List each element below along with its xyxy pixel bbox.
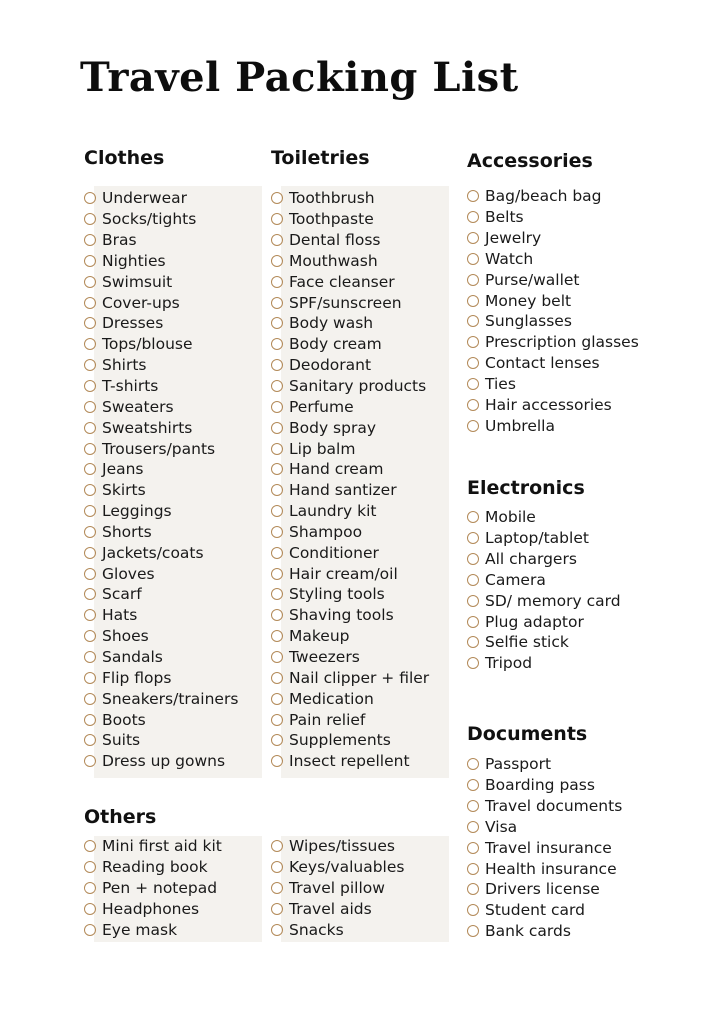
documents-heading: Documents [467, 723, 588, 745]
checklist-item-label: Sandals [102, 647, 163, 666]
checkbox-circle-icon[interactable] [467, 295, 479, 307]
checklist-item[interactable] [271, 313, 429, 334]
checklist-item-label: Shoes [102, 627, 149, 646]
checklist-item-label: Hand cream [289, 460, 384, 479]
checklist-item[interactable] [271, 647, 429, 668]
checklist-item[interactable] [467, 775, 622, 796]
checklist-item[interactable] [271, 605, 429, 626]
checkbox-circle-icon[interactable] [84, 840, 96, 852]
checkbox-circle-icon[interactable] [84, 297, 96, 309]
checklist-item-label: Tops/blouse [102, 335, 193, 354]
checklist-item-label: Drivers license [485, 880, 600, 899]
others-right-list [271, 836, 404, 940]
checkbox-circle-icon[interactable] [271, 192, 283, 204]
checklist-item[interactable] [467, 611, 621, 632]
checklist-item[interactable] [271, 396, 429, 417]
checkbox-circle-icon[interactable] [467, 190, 479, 202]
checklist-item-label: Hand santizer [289, 481, 397, 500]
checklist-item-label: Laptop/tablet [485, 529, 589, 548]
checklist-item-label: Watch [485, 249, 534, 268]
checkbox-circle-icon[interactable] [84, 588, 96, 600]
checkbox-circle-icon[interactable] [271, 234, 283, 246]
checkbox-circle-icon[interactable] [467, 863, 479, 875]
checklist-item[interactable] [84, 313, 238, 334]
checklist-item[interactable] [467, 570, 621, 591]
checklist-item-label: Mobile [485, 508, 536, 527]
checklist-item[interactable] [84, 605, 238, 626]
checklist-item[interactable] [84, 667, 238, 688]
checkbox-circle-icon[interactable] [271, 484, 283, 496]
checklist-item[interactable] [271, 584, 429, 605]
accessories-list [467, 186, 639, 436]
checkbox-circle-icon[interactable] [271, 755, 283, 767]
others-heading: Others [84, 806, 157, 828]
checklist-item-label: Underwear [102, 189, 188, 208]
checklist-item-label: Body wash [289, 314, 374, 333]
checklist-item-label: Bank cards [485, 922, 571, 941]
checklist-item-label: Belts [485, 208, 524, 227]
checklist-item[interactable] [271, 542, 429, 563]
checklist-item[interactable] [467, 549, 621, 570]
clothes-heading: Clothes [84, 147, 165, 169]
checklist-item-label: Eye mask [102, 920, 178, 939]
checkbox-circle-icon[interactable] [271, 463, 283, 475]
checklist-item-label: Shaving tools [289, 606, 394, 625]
checklist-item-label: Boarding pass [485, 776, 595, 795]
checklist-item[interactable] [271, 501, 429, 522]
checklist-item-label: Leggings [102, 502, 172, 521]
checklist-item-label: Body spray [289, 418, 377, 437]
checklist-item-label: Prescription glasses [485, 333, 639, 352]
checklist-item[interactable] [467, 415, 639, 436]
checkbox-circle-icon[interactable] [271, 882, 283, 894]
checkbox-circle-icon[interactable] [84, 338, 96, 350]
checklist-item-label: Sunglasses [485, 312, 572, 331]
checklist-item[interactable] [84, 647, 238, 668]
electronics-heading: Electronics [467, 477, 585, 499]
checklist-item-label: T-shirts [102, 377, 159, 396]
checklist-item[interactable] [271, 417, 429, 438]
checkbox-circle-icon[interactable] [84, 861, 96, 873]
checkbox-circle-icon[interactable] [84, 924, 96, 936]
checklist-item-label: Shampoo [289, 522, 363, 541]
checklist-item-label: Passport [485, 755, 552, 774]
checklist-item-label: Jewelry [485, 229, 542, 248]
checklist-item[interactable] [271, 251, 429, 272]
checkbox-circle-icon[interactable] [84, 547, 96, 559]
checklist-item[interactable] [271, 292, 429, 313]
checkbox-circle-icon[interactable] [271, 422, 283, 434]
checklist-item-label: Pain relief [289, 710, 366, 729]
checkbox-circle-icon[interactable] [84, 609, 96, 621]
checklist-item[interactable] [84, 563, 238, 584]
checkbox-circle-icon[interactable] [467, 378, 479, 390]
checkbox-circle-icon[interactable] [467, 595, 479, 607]
checkbox-circle-icon[interactable] [84, 755, 96, 767]
checklist-item-label: Medication [289, 689, 374, 708]
checklist-item-label: Nail clipper + filer [289, 668, 430, 687]
checkbox-circle-icon[interactable] [467, 315, 479, 327]
checklist-item-label: Dress up gowns [102, 752, 226, 771]
checkbox-circle-icon[interactable] [467, 532, 479, 544]
checkbox-circle-icon[interactable] [467, 574, 479, 586]
checkbox-circle-icon[interactable] [467, 274, 479, 286]
checklist-item-label: Reading book [102, 858, 208, 877]
checkbox-circle-icon[interactable] [467, 420, 479, 432]
checklist-item[interactable] [271, 438, 429, 459]
checklist-item[interactable] [84, 230, 238, 251]
toiletries-heading: Toiletries [271, 147, 370, 169]
checklist-item[interactable] [271, 688, 429, 709]
checklist-item[interactable] [467, 900, 622, 921]
checkbox-circle-icon[interactable] [271, 672, 283, 684]
checklist-item[interactable] [271, 836, 404, 857]
checkbox-circle-icon[interactable] [84, 505, 96, 517]
checklist-item[interactable] [84, 730, 238, 751]
checklist-item-label: Gloves [102, 564, 155, 583]
checkbox-circle-icon[interactable] [271, 861, 283, 873]
checklist-item[interactable] [467, 249, 639, 270]
checklist-item-label: Laundry kit [289, 502, 377, 521]
checklist-item[interactable] [84, 209, 238, 230]
checklist-item[interactable] [84, 292, 238, 313]
checkbox-circle-icon[interactable] [467, 636, 479, 648]
checkbox-circle-icon[interactable] [84, 734, 96, 746]
page-title: Travel Packing List [80, 54, 519, 101]
checklist-item[interactable] [467, 817, 622, 838]
checkbox-circle-icon[interactable] [84, 651, 96, 663]
checklist-item-label: Conditioner [289, 543, 379, 562]
checklist-item-label: Money belt [485, 291, 572, 310]
checklist-item-label: Tweezers [289, 647, 360, 666]
checklist-item[interactable] [84, 542, 238, 563]
checklist-item[interactable] [84, 878, 222, 899]
checklist-item[interactable] [271, 522, 429, 543]
checklist-item[interactable] [84, 709, 238, 730]
checkbox-circle-icon[interactable] [467, 925, 479, 937]
checklist-item-label: Mini first aid kit [102, 837, 222, 856]
checkbox-circle-icon[interactable] [271, 338, 283, 350]
checklist-item-label: Boots [102, 710, 146, 729]
checkbox-circle-icon[interactable] [467, 253, 479, 265]
checklist-item[interactable] [271, 899, 404, 920]
checkbox-circle-icon[interactable] [271, 630, 283, 642]
checklist-item-label: Body cream [289, 335, 382, 354]
checkbox-circle-icon[interactable] [467, 779, 479, 791]
checklist-item[interactable] [271, 563, 429, 584]
checkbox-circle-icon[interactable] [467, 399, 479, 411]
checkbox-circle-icon[interactable] [271, 547, 283, 559]
checklist-item-label: Makeup [289, 627, 350, 646]
checklist-item[interactable] [271, 376, 429, 397]
checkbox-circle-icon[interactable] [271, 401, 283, 413]
checkbox-circle-icon[interactable] [467, 842, 479, 854]
checklist-item-label: Ties [485, 375, 516, 394]
checklist-item[interactable] [271, 230, 429, 251]
checkbox-circle-icon[interactable] [84, 568, 96, 580]
others-left-list [84, 836, 222, 940]
checkbox-circle-icon[interactable] [271, 380, 283, 392]
checkbox-circle-icon[interactable] [271, 317, 283, 329]
checklist-item[interactable] [467, 332, 639, 353]
accessories-heading: Accessories [467, 150, 593, 172]
checklist-item[interactable] [467, 353, 639, 374]
checklist-item-label: Wipes/tissues [289, 837, 395, 856]
checklist-item-label: Mouthwash [289, 251, 378, 270]
checklist-item-label: Swimsuit [102, 272, 173, 291]
checklist-item[interactable] [84, 522, 238, 543]
checklist-item-label: Shorts [102, 522, 152, 541]
checklist-item[interactable] [84, 438, 238, 459]
checklist-item-label: Contact lenses [485, 354, 600, 373]
checklist-item-label: Bras [102, 231, 137, 250]
checkbox-circle-icon[interactable] [84, 213, 96, 225]
checklist-item-label: Insect repellent [289, 752, 410, 771]
checklist-item[interactable] [84, 376, 238, 397]
checklist-item-label: Sweatshirts [102, 418, 193, 437]
checkbox-circle-icon[interactable] [84, 422, 96, 434]
checklist-item-label: Tripod [485, 654, 533, 673]
checklist-item[interactable] [467, 269, 639, 290]
checkbox-circle-icon[interactable] [467, 883, 479, 895]
checkbox-circle-icon[interactable] [271, 693, 283, 705]
checklist-item[interactable] [84, 836, 222, 857]
checklist-item-label: Dresses [102, 314, 164, 333]
checklist-item-label: Perfume [289, 397, 354, 416]
checklist-item[interactable] [84, 688, 238, 709]
checkbox-circle-icon[interactable] [467, 336, 479, 348]
checklist-item[interactable] [271, 730, 429, 751]
checklist-item-label: Umbrella [485, 416, 555, 435]
checklist-item[interactable] [271, 188, 429, 209]
checklist-item-label: Face cleanser [289, 272, 395, 291]
checklist-item[interactable] [271, 459, 429, 480]
checklist-item-label: Jeans [102, 460, 144, 479]
checkbox-circle-icon[interactable] [84, 630, 96, 642]
checklist-item-label: Deodorant [289, 356, 372, 375]
checklist-item-label: Pen + notepad [102, 879, 218, 898]
checklist-item-label: Cover-ups [102, 293, 180, 312]
checkbox-circle-icon[interactable] [84, 484, 96, 496]
checklist-item[interactable] [84, 396, 238, 417]
checklist-item-label: Suits [102, 731, 141, 750]
checklist-item-label: Camera [485, 570, 546, 589]
checklist-item[interactable] [467, 528, 621, 549]
checklist-item[interactable] [467, 311, 639, 332]
checklist-item-label: Jackets/coats [102, 543, 204, 562]
checklist-item[interactable] [84, 251, 238, 272]
checkbox-circle-icon[interactable] [271, 505, 283, 517]
checklist-item[interactable] [271, 667, 429, 688]
checklist-item[interactable] [84, 626, 238, 647]
checkbox-circle-icon[interactable] [271, 609, 283, 621]
checklist-item-label: Student card [485, 901, 585, 920]
checklist-item[interactable] [467, 879, 622, 900]
checklist-item-label: Snacks [289, 920, 344, 939]
checkbox-circle-icon[interactable] [467, 553, 479, 565]
checklist-item[interactable] [271, 480, 429, 501]
checklist-item[interactable] [84, 334, 238, 355]
checklist-item-label: Toothbrush [289, 189, 375, 208]
checklist-item[interactable] [271, 751, 429, 772]
checkbox-circle-icon[interactable] [467, 511, 479, 523]
checklist-item-label: Visa [485, 817, 518, 836]
checkbox-circle-icon[interactable] [271, 276, 283, 288]
checklist-item[interactable] [467, 290, 639, 311]
checklist-item[interactable] [84, 501, 238, 522]
checklist-item[interactable] [84, 355, 238, 376]
checklist-item-label: Nighties [102, 251, 166, 270]
checklist-item-label: Trousers/pants [102, 439, 216, 458]
checkbox-circle-icon[interactable] [271, 297, 283, 309]
checklist-item[interactable] [467, 186, 639, 207]
checkbox-circle-icon[interactable] [84, 443, 96, 455]
checkbox-circle-icon[interactable] [84, 463, 96, 475]
checklist-item[interactable] [84, 919, 222, 940]
checkbox-circle-icon[interactable] [271, 526, 283, 538]
checklist-item[interactable] [467, 394, 639, 415]
checkbox-circle-icon[interactable] [271, 255, 283, 267]
checkbox-circle-icon[interactable] [467, 232, 479, 244]
checklist-item-label: Shirts [102, 356, 147, 375]
checklist-item[interactable] [271, 709, 429, 730]
checkbox-circle-icon[interactable] [84, 380, 96, 392]
checklist-item-label: Lip balm [289, 439, 356, 458]
checkbox-circle-icon[interactable] [84, 882, 96, 894]
checklist-item-label: Skirts [102, 481, 146, 500]
checklist-item[interactable] [271, 857, 404, 878]
checkbox-circle-icon[interactable] [271, 359, 283, 371]
checkbox-circle-icon[interactable] [467, 357, 479, 369]
checkbox-circle-icon[interactable] [467, 211, 479, 223]
checklist-item-label: Travel insurance [485, 838, 612, 857]
checklist-item[interactable] [467, 374, 639, 395]
checkbox-circle-icon[interactable] [84, 672, 96, 684]
checkbox-circle-icon[interactable] [84, 401, 96, 413]
checkbox-circle-icon[interactable] [271, 588, 283, 600]
checklist-item-label: Flip flops [102, 668, 172, 687]
checkbox-circle-icon[interactable] [467, 800, 479, 812]
checkbox-circle-icon[interactable] [271, 734, 283, 746]
checklist-item[interactable] [84, 271, 238, 292]
checkbox-circle-icon[interactable] [84, 903, 96, 915]
checklist-item[interactable] [271, 919, 404, 940]
checkbox-circle-icon[interactable] [84, 192, 96, 204]
checkbox-circle-icon[interactable] [271, 840, 283, 852]
checklist-item[interactable] [467, 653, 621, 674]
checklist-item-label: All chargers [485, 550, 577, 569]
checklist-item[interactable] [271, 271, 429, 292]
checklist-item[interactable] [271, 334, 429, 355]
checklist-item-label: Travel pillow [289, 879, 385, 898]
checklist-item-label: Socks/tights [102, 210, 197, 229]
checklist-item-label: SPF/sunscreen [289, 293, 402, 312]
checklist-item[interactable] [271, 209, 429, 230]
checkbox-circle-icon[interactable] [84, 359, 96, 371]
checklist-item[interactable] [84, 857, 222, 878]
checklist-item[interactable] [84, 751, 238, 772]
checklist-item-label: Dental floss [289, 231, 381, 250]
checklist-item-label: Plug adaptor [485, 612, 584, 631]
checklist-item-label: Travel aids [289, 899, 372, 918]
checkbox-circle-icon[interactable] [271, 924, 283, 936]
checklist-item[interactable] [467, 858, 622, 879]
checklist-item-label: Sanitary products [289, 377, 427, 396]
checklist-item[interactable] [467, 632, 621, 653]
checkbox-circle-icon[interactable] [84, 714, 96, 726]
checkbox-circle-icon[interactable] [467, 821, 479, 833]
checklist-item-label: Purse/wallet [485, 270, 580, 289]
checklist-item-label: Sweaters [102, 397, 174, 416]
checklist-item[interactable] [84, 459, 238, 480]
checklist-item-label: Headphones [102, 899, 200, 918]
checklist-item-label: Hair cream/oil [289, 564, 398, 583]
checklist-item-label: Keys/valuables [289, 858, 405, 877]
checkbox-circle-icon[interactable] [271, 714, 283, 726]
checklist-item[interactable] [467, 207, 639, 228]
checklist-item-label: Sneakers/trainers [102, 689, 239, 708]
checklist-item-label: Scarf [102, 585, 142, 604]
checkbox-circle-icon[interactable] [84, 526, 96, 538]
checklist-item[interactable] [84, 899, 222, 920]
checklist-item[interactable] [84, 584, 238, 605]
checkbox-circle-icon[interactable] [271, 213, 283, 225]
checkbox-circle-icon[interactable] [84, 317, 96, 329]
checklist-item-label: Hats [102, 606, 138, 625]
checklist-item-label: Bag/beach bag [485, 187, 602, 206]
checklist-item[interactable] [467, 507, 621, 528]
checkbox-circle-icon[interactable] [271, 903, 283, 915]
checklist-item-label: Hair accessories [485, 395, 612, 414]
checklist-item[interactable] [467, 837, 622, 858]
checklist-item[interactable] [271, 878, 404, 899]
checklist-item[interactable] [467, 796, 622, 817]
documents-list [467, 754, 622, 942]
checklist-item-label: Travel documents [485, 797, 623, 816]
checklist-item-label: Selfie stick [485, 633, 569, 652]
checkbox-circle-icon[interactable] [271, 568, 283, 580]
electronics-list [467, 507, 621, 674]
checklist-item[interactable] [84, 188, 238, 209]
checklist-item[interactable] [467, 754, 622, 775]
checkbox-circle-icon[interactable] [467, 758, 479, 770]
toiletries-list [271, 188, 429, 772]
checklist-item[interactable] [271, 355, 429, 376]
checklist-item[interactable] [467, 921, 622, 942]
checklist-item[interactable] [84, 417, 238, 438]
checklist-item[interactable] [467, 590, 621, 611]
checklist-item-label: SD/ memory card [485, 591, 621, 610]
checklist-item[interactable] [467, 228, 639, 249]
checkbox-circle-icon[interactable] [467, 657, 479, 669]
clothes-list [84, 188, 238, 772]
checklist-item-label: Supplements [289, 731, 391, 750]
checkbox-circle-icon[interactable] [84, 234, 96, 246]
checkbox-circle-icon[interactable] [467, 616, 479, 628]
checklist-item[interactable] [84, 480, 238, 501]
checkbox-circle-icon[interactable] [84, 255, 96, 267]
checkbox-circle-icon[interactable] [271, 443, 283, 455]
checklist-item[interactable] [271, 626, 429, 647]
checklist-item-label: Toothpaste [289, 210, 374, 229]
checklist-item-label: Styling tools [289, 585, 385, 604]
checkbox-circle-icon[interactable] [84, 276, 96, 288]
checklist-item-label: Health insurance [485, 859, 617, 878]
checkbox-circle-icon[interactable] [271, 651, 283, 663]
checkbox-circle-icon[interactable] [84, 693, 96, 705]
checkbox-circle-icon[interactable] [467, 904, 479, 916]
